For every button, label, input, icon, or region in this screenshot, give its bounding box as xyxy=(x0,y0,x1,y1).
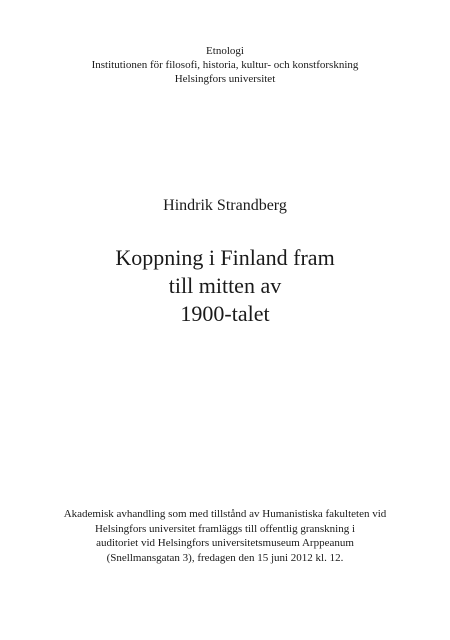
title-line-1: Koppning i Finland fram xyxy=(115,245,335,270)
title-line-2: till mitten av xyxy=(168,273,282,298)
title-line-3: 1900-talet xyxy=(180,301,270,326)
department-name: Etnologi xyxy=(206,45,244,57)
institute-name: Institutionen för filosofi, historia, kultur- och konstforskning xyxy=(91,59,359,71)
notice-line-3: auditoriet vid Helsingfors universitetsmuseum Arppeanum xyxy=(96,537,354,549)
institution-header xyxy=(0,44,450,86)
notice-line-2: Helsingfors universitet framläggs till offentlig granskning i xyxy=(94,522,356,535)
author-name: Hindrik Strandberg xyxy=(163,197,287,214)
notice-line-1: Akademisk avhandling som med tillstånd av Humanistiska fakulteten vid xyxy=(63,508,387,520)
defense-notice xyxy=(0,507,450,565)
university-name: Helsingfors universitet xyxy=(174,73,276,85)
thesis-title xyxy=(0,244,450,328)
notice-line-4: (Snellmansgatan 3), fredagen den 15 juni 2012 kl. 12. xyxy=(106,551,344,564)
